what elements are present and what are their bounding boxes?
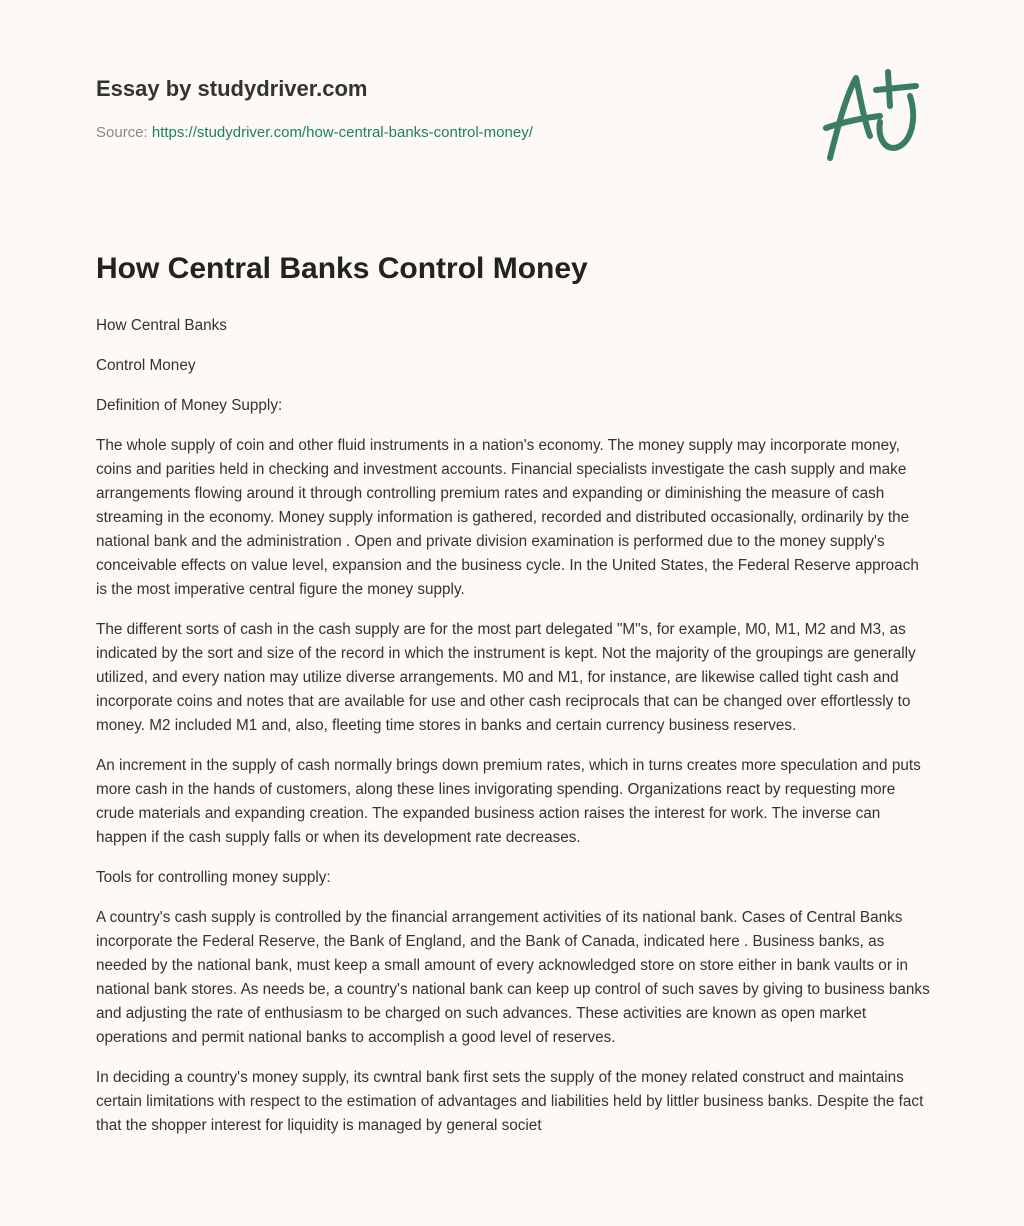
paragraph: The different sorts of cash in the cash supply are for the most part delegated "M"s, for example, M0, M1, M2 and M3, as indicated by the sort and size of the record in which the instrument is kept. Not the majority of the groupings are generally utilized, and every nation may utilize diverse arrangements. M0 and M1, for instance, are likewise called tight cash and incorporate coins and notes that are available for use and other cash reciprocals that can be changed over effortlessly to money. M2 included M1 and, also, fleeting time stores in banks and certain currency business reserves. (96, 621, 916, 734)
paragraph: A country's cash supply is controlled by the financial arrangement activities of its national bank. Cases of Central Banks incorporate the Federal Reserve, the Bank of England, and the Bank of Canada, indicated here . Business banks, as needed by the national bank, must keep a small amount of every acknowledged store on store either in bank vaults or in national bank stores. As needs be, a country's national bank can keep up control of such saves by giving to business banks and adjusting the rate of enthusiasm to be charged on such advances. These activities are known as open market operations and permit national banks to accomplish a good level of reserves. (96, 909, 930, 1046)
article-body (96, 314, 934, 1154)
site-title: Essay by studydriver.com (96, 76, 368, 101)
paragraph: An increment in the supply of cash normally brings down premium rates, which in turns creates more speculation and puts more cash in the hands of customers, along these lines invigorating spending. Organizations react by requesting more crude materials and expanding creation. The expanded business action raises the interest for work. The inverse can happen if the cash supply falls or when its development rate decreases. (96, 757, 921, 846)
source-line (96, 124, 533, 141)
paragraph: Tools for controlling money supply: (96, 869, 331, 886)
paragraph: Definition of Money Supply: (96, 397, 283, 414)
paragraph: Control Money (96, 357, 196, 374)
paragraph: In deciding a country's money supply, its cwntral bank first sets the supply of the money related construct and maintains certain limitations with respect to the estimation of advantages and liabilities held by littler business banks. Despite the fact that the shopper interest for liquidity is managed by general societ (96, 1069, 924, 1134)
paragraph: How Central Banks (96, 317, 227, 334)
page-header (0, 0, 1024, 230)
article-title: How Central Banks Control Money (96, 252, 588, 285)
source-label: Source: (96, 124, 148, 141)
source-link[interactable]: https://studydriver.com/how-central-banks-control-money/ (151, 124, 533, 141)
paragraph: The whole supply of coin and other fluid instruments in a nation's economy. The money supply may incorporate money, coins and parities held in checking and investment accounts. Financial specialists investigate the cash supply and make arrangements flowing around it through controlling premium rates and expanding or diminishing the measure of cash streaming in the economy. Money supply information is gathered, recorded and distributed occasionally, ordinarily by the national bank and the administration . Open and private division examination is performed due to the money supply's conceivable effects on value level, expansion and the business cycle. In the United States, the Federal Reserve approach is the most imperative central figure the money supply. (96, 437, 919, 598)
a-plus-logo-icon (818, 66, 928, 166)
